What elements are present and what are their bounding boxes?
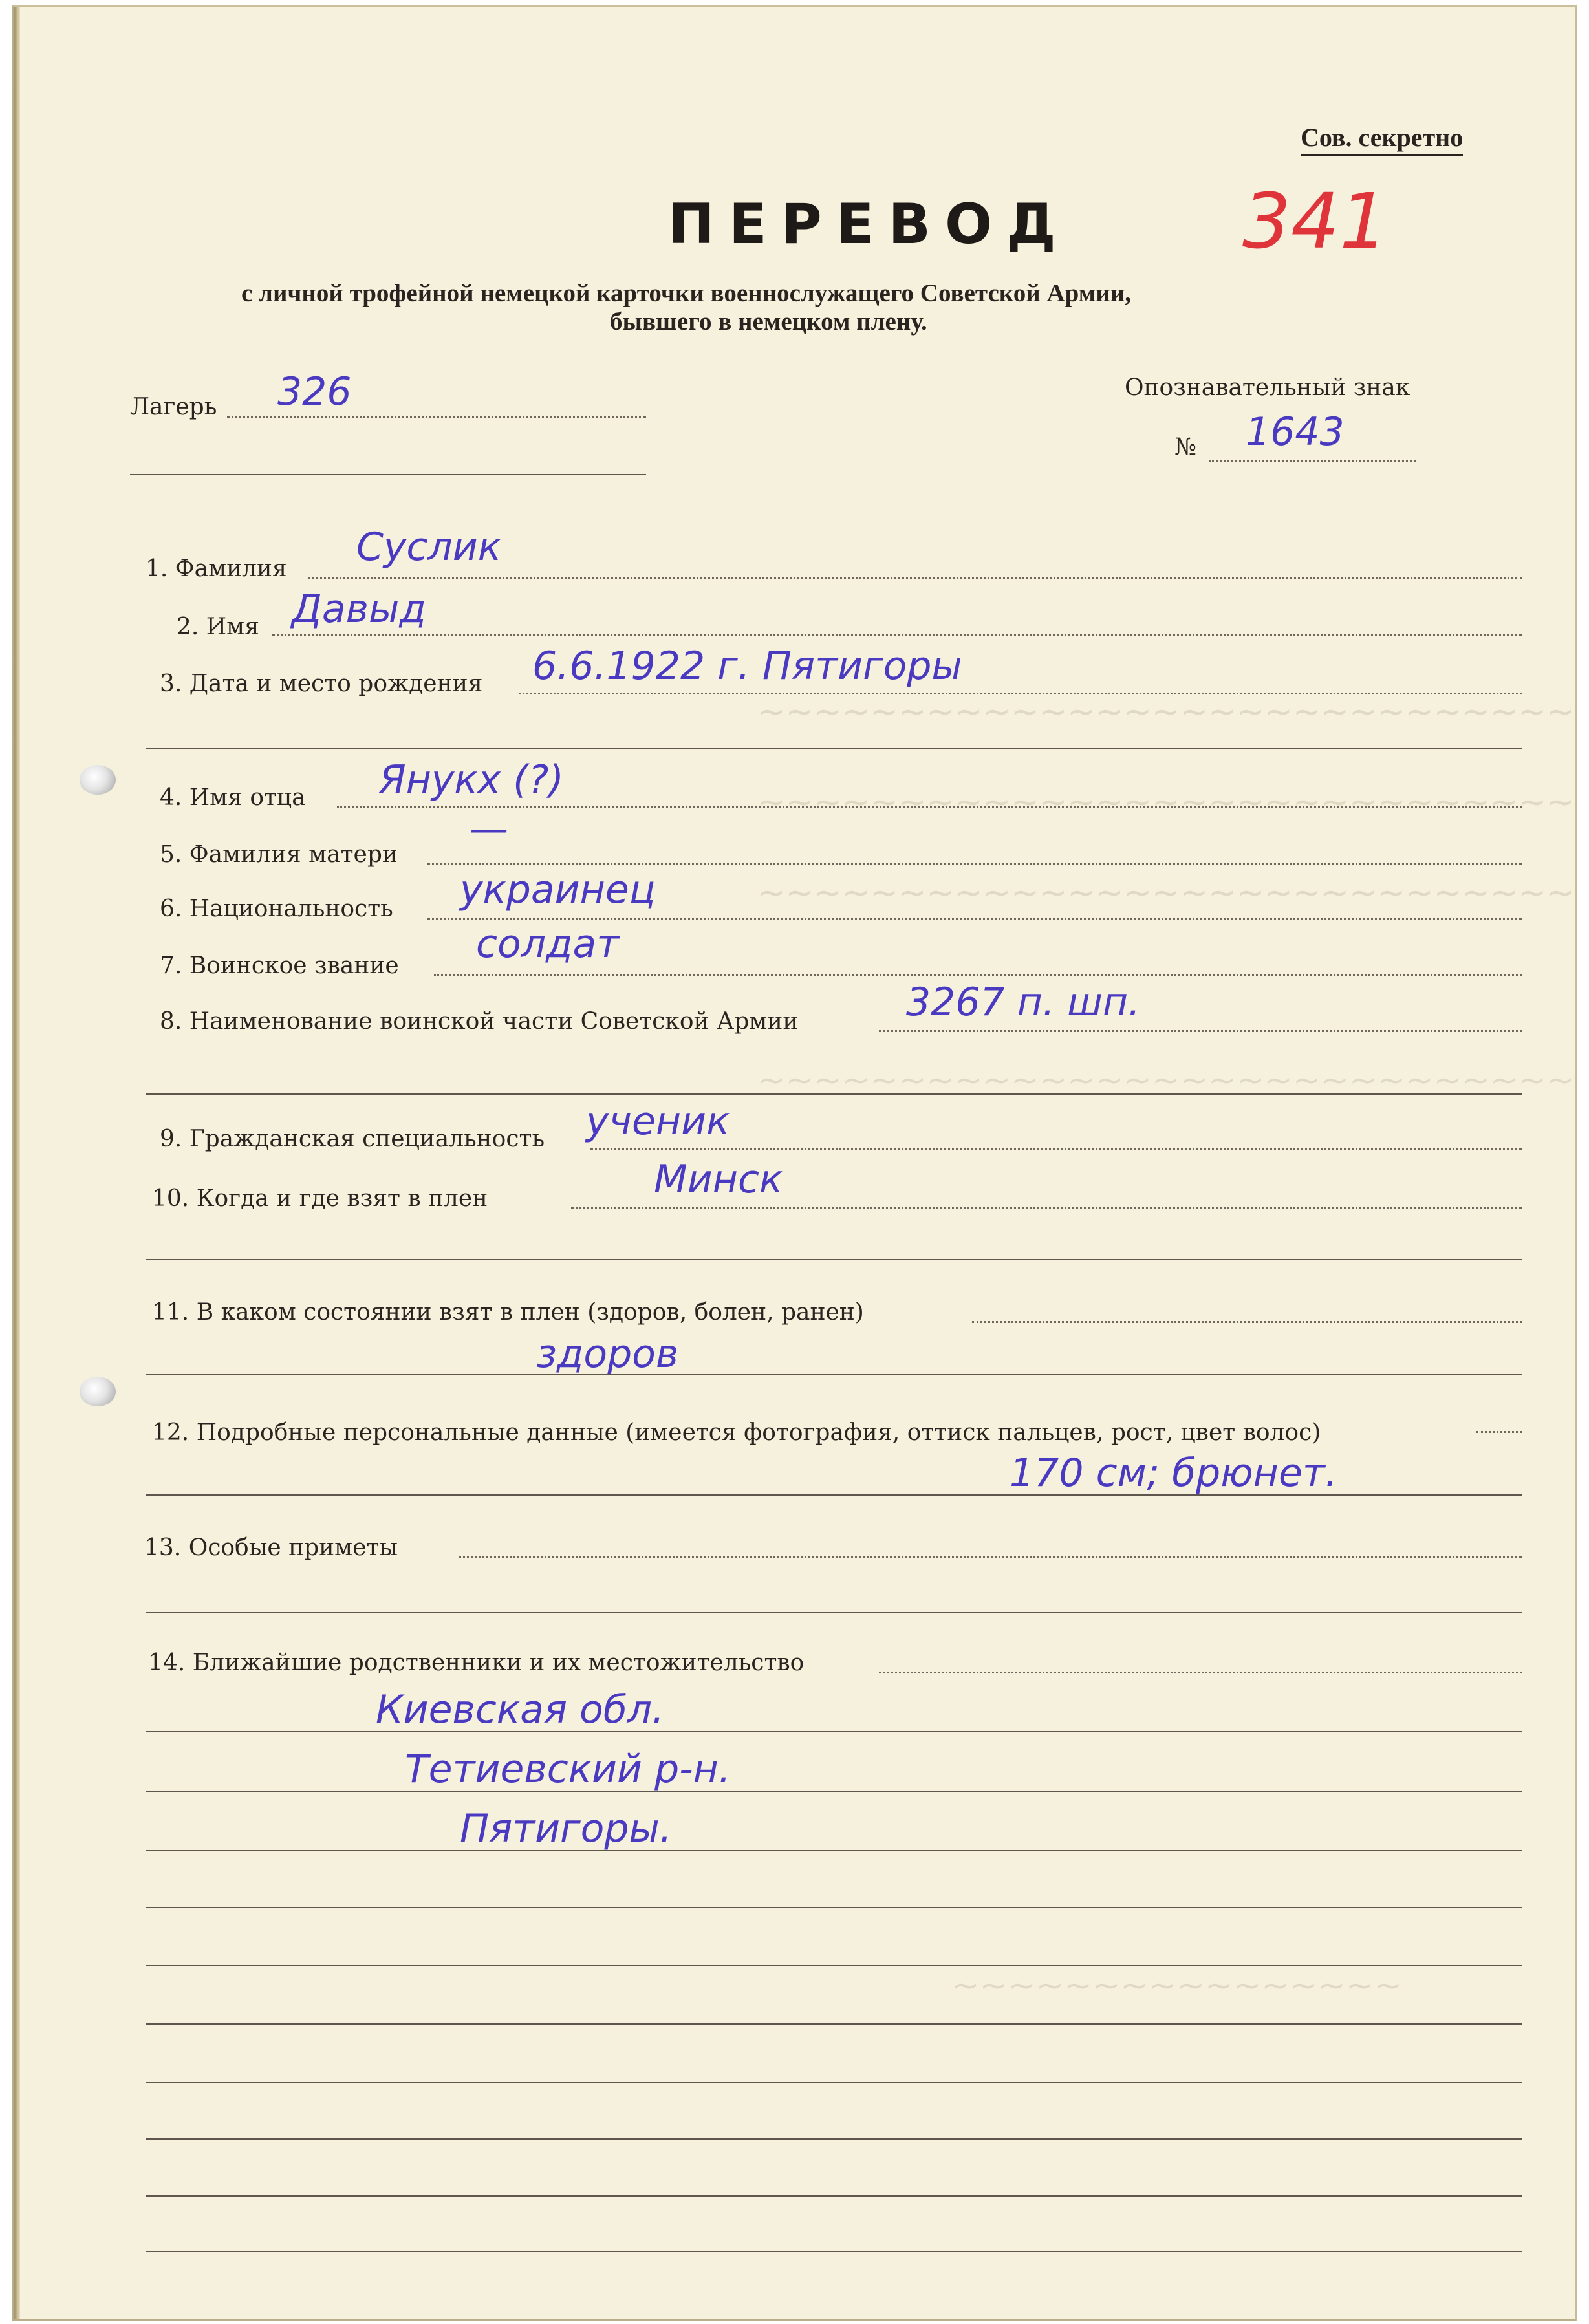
fill-line xyxy=(879,1030,1522,1032)
fill-line xyxy=(146,1494,1522,1496)
punch-hole xyxy=(80,1377,116,1406)
id-tag-label: Опознавательный знак xyxy=(1125,374,1411,401)
classification-stamp: Сов. секретно xyxy=(1301,122,1463,156)
fill-line xyxy=(590,1148,1522,1150)
fill-line xyxy=(427,918,1522,920)
field-label-special-marks: 13. Особые приметы xyxy=(144,1534,398,1561)
field-label-birth: 3. Дата и место рождения xyxy=(160,671,483,697)
bleed-through: ~~~~~~~~~~~~~~~~~~~~~~~~~~~~~ xyxy=(757,783,1575,822)
fill-line xyxy=(146,1731,1522,1732)
fill-line xyxy=(571,1207,1522,1209)
field-value-father-name: Янукх (?) xyxy=(379,757,564,802)
fill-line xyxy=(459,1556,1522,1558)
field-label-civil-profession: 9. Гражданская специальность xyxy=(160,1126,545,1152)
fill-line xyxy=(308,577,1522,579)
field-label-condition: 11. В каком состоянии взят в плен (здоров, болен, ранен) xyxy=(152,1299,864,1326)
fill-line xyxy=(272,634,1522,636)
fill-line xyxy=(146,1374,1522,1375)
fill-line xyxy=(146,748,1522,749)
camp-value: 326 xyxy=(277,369,352,414)
field-value-nationality: украинец xyxy=(460,867,656,912)
field-value-military-unit: 3267 п. шп. xyxy=(906,980,1141,1025)
fill-line xyxy=(146,1907,1522,1908)
document-subtitle: бывшего в немецком плену. xyxy=(610,308,927,336)
relatives-line: Киевская обл. xyxy=(376,1687,665,1732)
fill-line xyxy=(130,474,646,475)
field-label-personal-data: 12. Подробные персональные данные (имеется фотография, оттиск пальцев, рост, цвет волос) xyxy=(152,1419,1321,1446)
fill-line xyxy=(972,1321,1522,1323)
document-sheet xyxy=(12,5,1577,2321)
fill-line xyxy=(146,1612,1522,1613)
fill-line xyxy=(337,806,1522,808)
field-label-rank: 7. Воинское звание xyxy=(160,952,399,979)
camp-label: Лагерь xyxy=(130,394,217,420)
fill-line xyxy=(1476,1431,1522,1433)
relatives-line: Пятигоры. xyxy=(460,1806,672,1851)
field-label-relatives: 14. Ближайшие родственники и их местожительство xyxy=(148,1650,805,1676)
paper-edge xyxy=(14,7,20,2319)
bleed-through: ~~~~~~~~~~~~~~~~~~~~~~~~~~~~~ xyxy=(757,874,1575,912)
fill-line xyxy=(879,1672,1522,1673)
fill-line xyxy=(146,1965,1522,1966)
fill-line xyxy=(146,1791,1522,1792)
id-tag-value: 1643 xyxy=(1246,409,1345,455)
fill-line xyxy=(146,2138,1522,2140)
field-value-surname: Суслик xyxy=(356,524,501,570)
fill-line xyxy=(146,1259,1522,1260)
fill-line xyxy=(1209,460,1416,462)
id-tag-number-prefix: № xyxy=(1174,434,1197,460)
relatives-line: Тетиевский р-н. xyxy=(405,1747,731,1792)
field-label-mother-surname: 5. Фамилия матери xyxy=(160,841,398,868)
field-label-nationality: 6. Национальность xyxy=(160,896,393,922)
fill-line xyxy=(146,1850,1522,1851)
bleed-through: ~~~~~~~~~~~~~~~~~~~~~~~~~~~~~ xyxy=(757,1061,1575,1100)
fill-line xyxy=(434,974,1522,976)
field-value-capture: Минск xyxy=(654,1157,783,1202)
fill-line xyxy=(146,2082,1522,2083)
fill-line xyxy=(427,863,1522,865)
field-label-father-name: 4. Имя отца xyxy=(160,784,306,811)
field-label-first-name: 2. Имя xyxy=(177,614,259,640)
punch-hole xyxy=(80,765,116,795)
field-label-military-unit: 8. Наименование воинской части Советской Армии xyxy=(160,1008,799,1035)
field-value-condition: здоров xyxy=(536,1331,679,1377)
field-value-civil-profession: ученик xyxy=(586,1099,730,1144)
field-value-first-name: Давыд xyxy=(292,586,426,632)
field-label-capture: 10. Когда и где взят в плен xyxy=(152,1185,488,1212)
fill-line xyxy=(146,2023,1522,2025)
bleed-through: ~~~~~~~~~~~~~~~~ xyxy=(951,1966,1403,2005)
document-title: ПЕРЕВОД xyxy=(668,192,1070,257)
fill-line xyxy=(519,693,1522,694)
document-subtitle: с личной трофейной немецкой карточки военнослужащего Советской Армии, xyxy=(241,279,1131,307)
field-value-rank: солдат xyxy=(476,921,620,967)
field-value-mother-surname: — xyxy=(470,806,508,852)
field-label-surname: 1. Фамилия xyxy=(146,555,287,582)
fill-line xyxy=(146,2195,1522,2197)
fill-line xyxy=(227,416,646,418)
bleed-through: ~~~~~~~~~~~~~~~~~~~~~~~~~~~~~ xyxy=(757,693,1575,731)
fill-line xyxy=(146,1093,1522,1095)
archive-number: 341 xyxy=(1242,177,1389,266)
field-value-birth: 6.6.1922 г. Пятигоры xyxy=(532,643,962,689)
field-value-personal-data: 170 см; брюнет. xyxy=(1010,1450,1337,1496)
fill-line xyxy=(146,2251,1522,2252)
